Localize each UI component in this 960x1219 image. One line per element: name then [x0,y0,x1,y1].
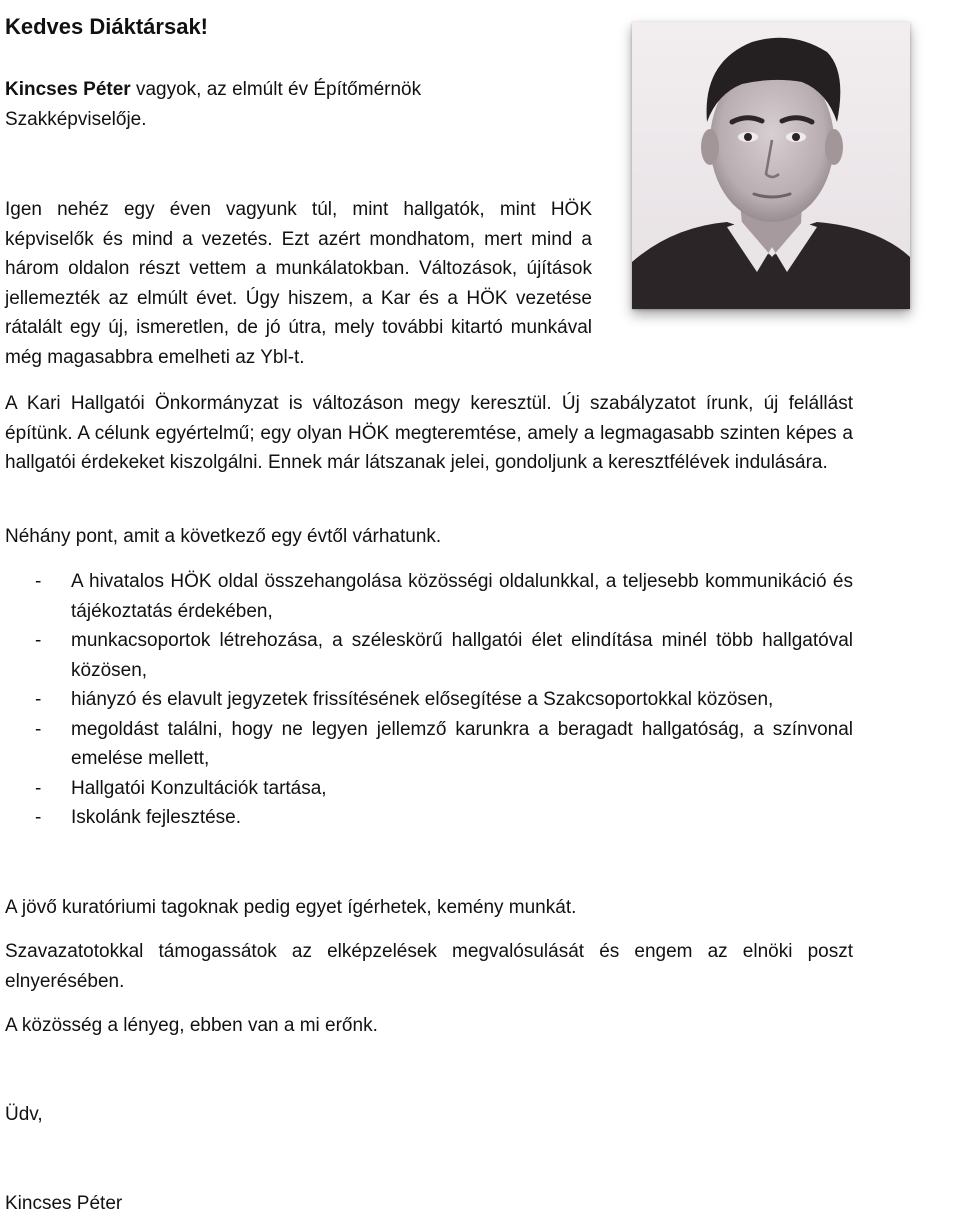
bullet-marker: - [35,630,42,651]
list-item [5,774,853,804]
list-item-text: Iskolánk fejlesztése. [71,807,242,828]
list-item-text: Hallgatói Konzultációk tartása, [71,777,327,799]
greeting-heading: Kedves Diáktársak! [5,14,209,39]
bullet-marker: - [35,807,42,828]
list-item [5,567,853,626]
list-item [5,685,853,715]
list-item-text: megoldást találni, hogy ne legyen jellemző karunkra a beragadt hallgatóság, a színvonal emelése mellett, [71,718,853,769]
bullet-marker: - [35,718,42,740]
list-item-text: munkacsoportok létrehozása, a széleskörű hallgatói élet elindítása minél több hallgatóval közösen, [71,630,853,681]
closing-line-2: Szavazatotokkal támogassátok az elképzelések megvalósulását és engem az elnöki poszt elnyerésében. [5,941,853,992]
paragraph-1: Igen nehéz egy éven vagyunk túl, mint hallgatók, mint HÖK képviselők és mind a vezetés. Ezt azért mondhatom, mert mind a három oldalon részt vettem a munkálatokban. Változások, újítások jellemezték az elmúlt évet. Úgy hiszem, a Kar és a HÖK vezetése rátalált egy új, ismeretlen, de jó útra, mely további kitartó munkával még magasabbra emelheti az Ybl-t. [5,199,592,368]
list-item [5,626,853,685]
closing-line-1: A jövő kuratóriumi tagoknak pedig egyet ígérhetek, kemény munkát. [5,897,577,918]
bullet-marker: - [35,571,42,592]
bullet-list [5,567,853,833]
bullet-marker: - [35,689,42,710]
paragraph-2: A Kari Hallgatói Önkormányzat is változáson megy keresztül. Új szabályzatot írunk, új felállást építünk. A célunk egyértelmű; egy olyan HÖK megteremtése, amely a legmagasabb szinten képes a hallgatói érdekeket kiszolgálni. Ennek már látszanak jelei, gondoljunk a keresztfélévek indulására. [5,393,853,473]
list-item [5,715,853,774]
intro-rest: vagyok, az elmúlt év Építőmérnök Szakképviselője. [5,79,422,130]
intro-text [5,75,445,135]
closing-line-3: A közösség a lényeg, ebben van a mi erőnk. [5,1015,378,1036]
bullet-marker: - [35,777,42,799]
signature-name: Kincses Péter [5,1193,123,1214]
list-item-text: hiányzó és elavult jegyzetek frissítésének elősegítése a Szakcsoportokkal közösen, [71,689,774,710]
list-item [5,803,853,833]
list-item-text: A hivatalos HÖK oldal összehangolása közösségi oldalunkkal, a teljesebb kommunikáció és tájékoztatás érdekében, [71,571,853,622]
paragraph-3: Néhány pont, amit a következő egy évtől várhatunk. [5,526,442,547]
salutation: Üdv, [5,1104,43,1125]
portrait-photo [632,22,910,309]
author-name: Kincses Péter [5,79,131,100]
